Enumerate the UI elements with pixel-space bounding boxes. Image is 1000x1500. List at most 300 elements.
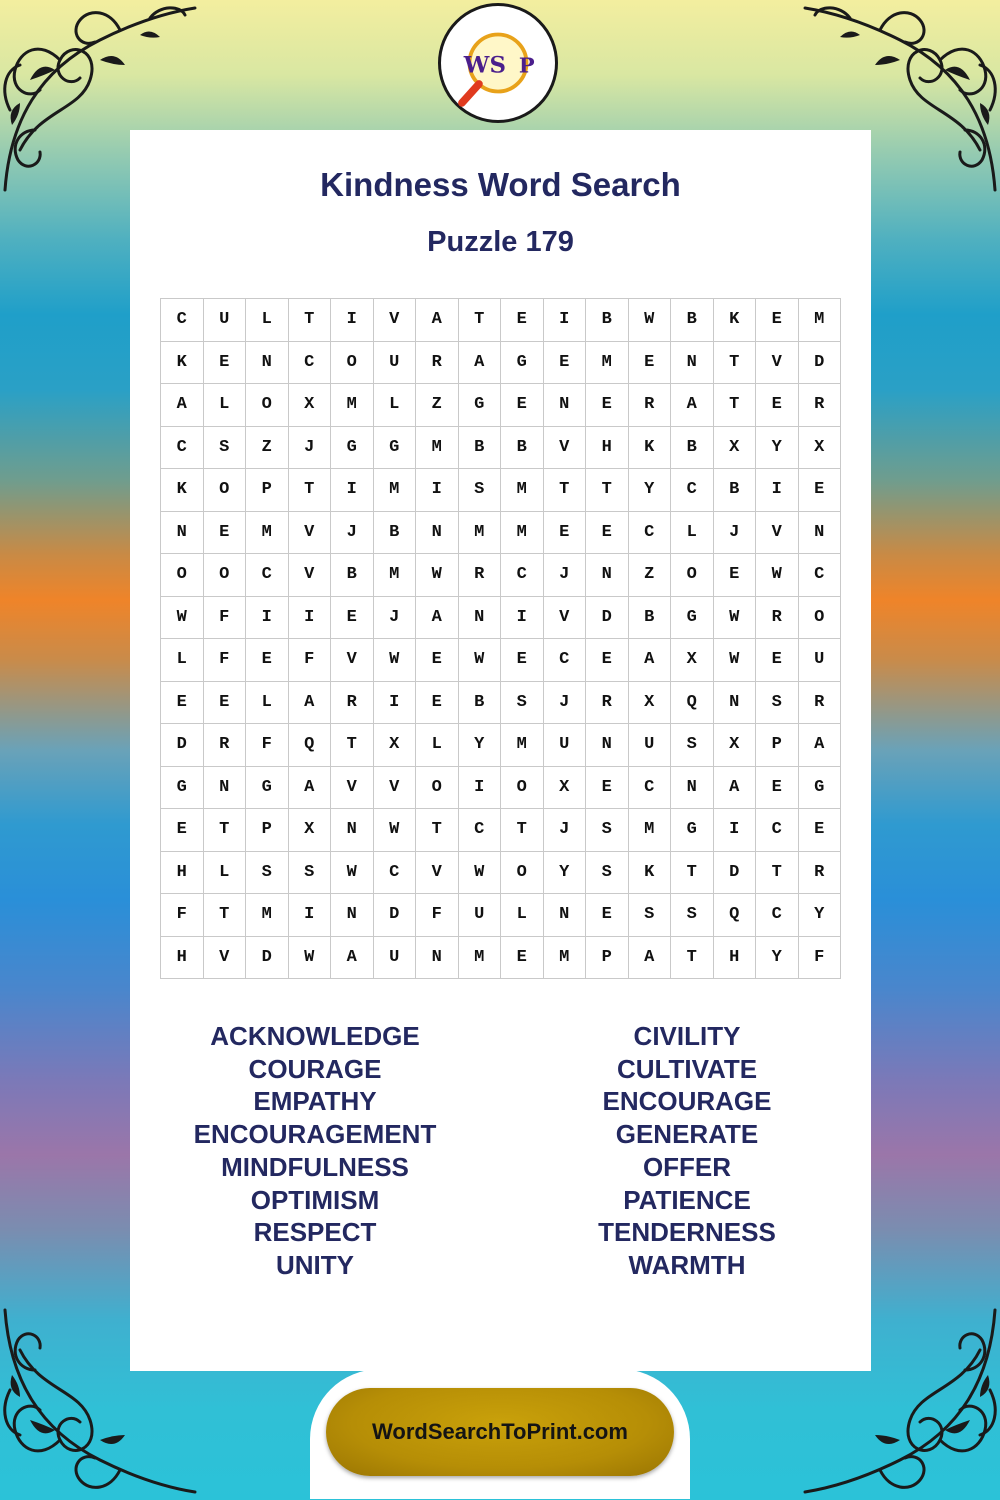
word-list-item: MINDFULNESS [221, 1151, 409, 1182]
grid-cell[interactable]: C [628, 766, 671, 809]
grid-cell[interactable]: I [501, 596, 544, 639]
grid-cell[interactable]: L [373, 384, 416, 427]
word-list-item: PATIENCE [623, 1184, 751, 1215]
grid-row [161, 341, 841, 384]
grid-cell[interactable]: B [628, 596, 671, 639]
grid-cell[interactable]: W [628, 299, 671, 342]
grid-cell[interactable]: Z [246, 426, 289, 469]
word-list-item: TENDERNESS [598, 1217, 776, 1248]
grid-cell[interactable]: Y [798, 894, 841, 937]
grid-cell[interactable]: N [798, 511, 841, 554]
grid-cell[interactable]: Q [288, 724, 331, 767]
grid-cell[interactable]: O [798, 596, 841, 639]
grid-cell[interactable]: S [246, 851, 289, 894]
grid-cell[interactable]: M [373, 469, 416, 512]
grid-cell[interactable]: D [246, 936, 289, 979]
grid-cell[interactable]: A [331, 936, 374, 979]
grid-cell[interactable]: T [416, 809, 459, 852]
grid-cell[interactable]: S [203, 426, 246, 469]
grid-cell[interactable]: X [543, 766, 586, 809]
grid-row [161, 809, 841, 852]
grid-cell[interactable]: B [671, 426, 714, 469]
grid-cell[interactable]: N [203, 766, 246, 809]
word-list-item: OPTIMISM [250, 1184, 380, 1215]
grid-row [161, 511, 841, 554]
grid-cell[interactable]: C [628, 511, 671, 554]
grid-cell[interactable]: O [331, 341, 374, 384]
grid-cell[interactable]: E [756, 384, 799, 427]
grid-cell[interactable]: S [501, 681, 544, 724]
grid-cell[interactable]: C [373, 851, 416, 894]
grid-cell[interactable]: M [501, 724, 544, 767]
grid-cell[interactable]: T [331, 724, 374, 767]
grid-cell[interactable]: X [798, 426, 841, 469]
grid-cell[interactable]: N [416, 511, 459, 554]
grid-cell[interactable]: T [203, 894, 246, 937]
logo-letter-w: W [463, 52, 490, 79]
grid-cell[interactable]: M [501, 511, 544, 554]
grid-cell[interactable]: L [246, 299, 289, 342]
grid-cell[interactable]: C [161, 426, 204, 469]
grid-cell[interactable]: N [416, 936, 459, 979]
grid-cell[interactable]: M [586, 341, 629, 384]
grid-cell[interactable]: P [246, 809, 289, 852]
grid-cell[interactable]: Q [713, 894, 756, 937]
grid-cell[interactable]: A [671, 384, 714, 427]
grid-cell[interactable]: H [713, 936, 756, 979]
grid-cell[interactable]: A [458, 341, 501, 384]
grid-cell[interactable]: A [161, 384, 204, 427]
grid-cell[interactable]: G [501, 341, 544, 384]
grid-cell[interactable]: A [628, 936, 671, 979]
grid-cell[interactable]: A [416, 299, 459, 342]
grid-cell[interactable]: L [671, 511, 714, 554]
grid-cell[interactable]: I [756, 469, 799, 512]
grid-cell[interactable]: T [203, 809, 246, 852]
grid-row [161, 426, 841, 469]
grid-cell[interactable]: E [756, 766, 799, 809]
word-list-left [130, 1020, 500, 1282]
grid-cell[interactable]: T [543, 469, 586, 512]
grid-cell[interactable]: W [161, 596, 204, 639]
grid-cell[interactable]: W [713, 639, 756, 682]
grid-cell[interactable]: A [628, 639, 671, 682]
grid-cell[interactable]: V [331, 766, 374, 809]
grid-cell[interactable]: S [458, 469, 501, 512]
grid-cell[interactable]: F [161, 894, 204, 937]
grid-cell[interactable]: U [543, 724, 586, 767]
grid-cell[interactable]: U [798, 639, 841, 682]
grid-cell[interactable]: R [586, 681, 629, 724]
grid-cell[interactable]: V [756, 341, 799, 384]
grid-cell[interactable]: B [586, 299, 629, 342]
grid-cell[interactable]: X [713, 426, 756, 469]
grid-cell[interactable]: X [713, 724, 756, 767]
puzzle-card [130, 130, 871, 1371]
grid-cell[interactable]: C [161, 299, 204, 342]
grid-cell[interactable]: N [671, 341, 714, 384]
grid-cell[interactable]: S [288, 851, 331, 894]
grid-row [161, 639, 841, 682]
grid-cell[interactable]: C [246, 554, 289, 597]
grid-cell[interactable]: E [501, 384, 544, 427]
grid-cell[interactable]: U [373, 341, 416, 384]
logo-letter-s: S [489, 52, 506, 79]
grid-cell[interactable]: V [756, 511, 799, 554]
grid-row [161, 299, 841, 342]
grid-cell[interactable]: X [288, 809, 331, 852]
grid-cell[interactable]: W [713, 596, 756, 639]
grid-cell[interactable]: B [458, 426, 501, 469]
grid-cell[interactable]: C [543, 639, 586, 682]
word-list-item: GENERATE [615, 1119, 759, 1150]
grid-cell[interactable]: F [203, 639, 246, 682]
grid-cell[interactable]: I [543, 299, 586, 342]
grid-cell[interactable]: H [586, 426, 629, 469]
grid-cell[interactable]: E [161, 681, 204, 724]
grid-cell[interactable]: E [203, 681, 246, 724]
grid-cell[interactable]: T [288, 299, 331, 342]
grid-cell[interactable]: I [288, 596, 331, 639]
grid-cell[interactable]: A [416, 596, 459, 639]
grid-cell[interactable]: G [373, 426, 416, 469]
grid-cell[interactable]: H [161, 936, 204, 979]
grid-cell[interactable]: O [671, 554, 714, 597]
grid-cell[interactable]: D [161, 724, 204, 767]
grid-row [161, 766, 841, 809]
grid-row [161, 681, 841, 724]
grid-cell[interactable]: N [586, 724, 629, 767]
grid-cell[interactable]: V [203, 936, 246, 979]
grid-cell[interactable]: W [458, 639, 501, 682]
grid-cell[interactable]: A [713, 766, 756, 809]
grid-cell[interactable]: C [671, 469, 714, 512]
grid-cell[interactable]: V [288, 554, 331, 597]
grid-cell[interactable]: Y [543, 851, 586, 894]
grid-cell[interactable]: S [671, 894, 714, 937]
grid-cell[interactable]: E [756, 299, 799, 342]
grid-cell[interactable]: I [246, 596, 289, 639]
grid-cell[interactable]: V [543, 426, 586, 469]
grid-cell[interactable]: J [331, 511, 374, 554]
logo-letter-p: P [518, 52, 535, 78]
grid-cell[interactable]: V [288, 511, 331, 554]
grid-cell[interactable]: R [331, 681, 374, 724]
grid-cell[interactable]: T [586, 469, 629, 512]
grid-cell[interactable]: E [416, 681, 459, 724]
grid-cell[interactable]: B [713, 469, 756, 512]
grid-cell[interactable]: L [501, 894, 544, 937]
grid-cell[interactable]: A [288, 681, 331, 724]
grid-cell[interactable]: U [373, 936, 416, 979]
grid-cell[interactable]: Y [756, 426, 799, 469]
word-list-item: ACKNOWLEDGE [210, 1021, 420, 1051]
grid-cell[interactable]: E [543, 341, 586, 384]
grid-cell[interactable]: M [331, 384, 374, 427]
grid-cell[interactable]: L [246, 681, 289, 724]
grid-cell[interactable]: N [246, 341, 289, 384]
grid-cell[interactable]: W [288, 936, 331, 979]
grid-cell[interactable]: E [586, 639, 629, 682]
grid-cell[interactable]: K [161, 341, 204, 384]
grid-cell[interactable]: N [713, 681, 756, 724]
grid-cell[interactable]: T [458, 299, 501, 342]
grid-cell[interactable]: G [458, 384, 501, 427]
grid-cell[interactable]: C [288, 341, 331, 384]
grid-cell[interactable]: K [628, 426, 671, 469]
grid-cell[interactable]: D [713, 851, 756, 894]
grid-cell[interactable]: C [756, 809, 799, 852]
grid-cell[interactable]: S [586, 809, 629, 852]
grid-cell[interactable]: H [161, 851, 204, 894]
grid-cell[interactable]: O [501, 851, 544, 894]
word-list-item: RESPECT [253, 1217, 377, 1248]
grid-cell[interactable]: U [628, 724, 671, 767]
grid-cell[interactable]: K [713, 299, 756, 342]
grid-cell[interactable]: V [543, 596, 586, 639]
word-list-item: ENCOURAGE [602, 1086, 772, 1117]
grid-cell[interactable]: E [586, 894, 629, 937]
grid-cell[interactable]: G [246, 766, 289, 809]
grid-cell[interactable]: W [416, 554, 459, 597]
grid-cell[interactable]: F [416, 894, 459, 937]
grid-cell[interactable]: K [628, 851, 671, 894]
grid-cell[interactable]: B [671, 299, 714, 342]
grid-cell[interactable]: E [586, 511, 629, 554]
grid-cell[interactable]: N [331, 894, 374, 937]
grid-cell[interactable]: M [543, 936, 586, 979]
grid-cell[interactable]: M [246, 894, 289, 937]
grid-cell[interactable]: I [331, 299, 374, 342]
grid-cell[interactable]: R [628, 384, 671, 427]
grid-cell[interactable]: E [416, 639, 459, 682]
grid-cell[interactable]: X [288, 384, 331, 427]
grid-cell[interactable]: L [203, 851, 246, 894]
grid-cell[interactable]: T [288, 469, 331, 512]
grid-cell[interactable]: W [373, 809, 416, 852]
grid-cell[interactable]: M [501, 469, 544, 512]
grid-cell[interactable]: U [203, 299, 246, 342]
grid-cell[interactable]: E [756, 639, 799, 682]
wsp-logo[interactable] [438, 3, 558, 123]
grid-cell[interactable]: D [373, 894, 416, 937]
grid-cell[interactable]: B [501, 426, 544, 469]
grid-cell[interactable]: F [246, 724, 289, 767]
grid-cell[interactable]: C [756, 894, 799, 937]
grid-cell[interactable]: J [373, 596, 416, 639]
grid-cell[interactable]: Z [628, 554, 671, 597]
grid-cell[interactable]: G [671, 596, 714, 639]
grid-cell[interactable]: S [756, 681, 799, 724]
grid-cell[interactable]: U [458, 894, 501, 937]
grid-cell[interactable]: J [543, 681, 586, 724]
grid-cell[interactable]: E [501, 299, 544, 342]
word-list-item: EMPATHY [253, 1086, 377, 1117]
grid-cell[interactable]: Z [416, 384, 459, 427]
grid-cell[interactable]: E [586, 384, 629, 427]
grid-row [161, 936, 841, 979]
grid-cell[interactable]: C [501, 554, 544, 597]
grid-cell[interactable]: R [798, 384, 841, 427]
word-list-item: UNITY [276, 1249, 354, 1280]
grid-cell[interactable]: W [331, 851, 374, 894]
grid-cell[interactable]: Q [671, 681, 714, 724]
wsp-logo-magnifier-icon [441, 6, 555, 120]
grid-cell[interactable]: R [203, 724, 246, 767]
grid-cell[interactable]: V [331, 639, 374, 682]
grid-cell[interactable]: G [798, 766, 841, 809]
grid-cell[interactable]: W [373, 639, 416, 682]
grid-cell[interactable]: K [161, 469, 204, 512]
grid-cell[interactable]: T [671, 936, 714, 979]
grid-cell[interactable]: B [458, 681, 501, 724]
grid-cell[interactable]: E [543, 511, 586, 554]
grid-row [161, 596, 841, 639]
grid-cell[interactable]: N [543, 894, 586, 937]
grid-cell[interactable]: S [671, 724, 714, 767]
grid-cell[interactable]: M [246, 511, 289, 554]
grid-cell[interactable]: T [756, 851, 799, 894]
word-list-item: ENCOURAGEMENT [193, 1119, 437, 1150]
grid-cell[interactable]: O [501, 766, 544, 809]
grid-cell[interactable]: F [203, 596, 246, 639]
grid-cell[interactable]: W [756, 554, 799, 597]
grid-cell[interactable]: J [713, 511, 756, 554]
grid-cell[interactable]: O [161, 554, 204, 597]
word-list-item: WARMTH [628, 1249, 746, 1280]
grid-cell[interactable]: A [798, 724, 841, 767]
website-link-label: WordSearchToPrint.com [372, 1419, 628, 1444]
page-title: Kindness Word Search [320, 166, 681, 203]
grid-cell[interactable]: P [756, 724, 799, 767]
grid-cell[interactable]: T [671, 851, 714, 894]
grid-cell[interactable]: P [586, 936, 629, 979]
grid-row [161, 851, 841, 894]
grid-cell[interactable]: M [416, 426, 459, 469]
grid-cell[interactable]: L [161, 639, 204, 682]
word-list-item: CULTIVATE [616, 1053, 758, 1084]
grid-row [161, 554, 841, 597]
word-list-item: OFFER [642, 1151, 732, 1182]
grid-cell[interactable]: J [543, 554, 586, 597]
grid-cell[interactable]: L [203, 384, 246, 427]
grid-cell[interactable]: Y [628, 469, 671, 512]
grid-cell[interactable]: O [203, 469, 246, 512]
grid-cell[interactable]: E [713, 554, 756, 597]
grid-cell[interactable]: E [331, 596, 374, 639]
grid-cell[interactable]: O [416, 766, 459, 809]
grid-cell[interactable]: E [798, 469, 841, 512]
grid-row [161, 894, 841, 937]
grid-cell[interactable]: M [458, 511, 501, 554]
grid-cell[interactable]: E [501, 639, 544, 682]
grid-cell[interactable]: R [756, 596, 799, 639]
word-list-right [502, 1020, 872, 1282]
grid-cell[interactable]: R [798, 681, 841, 724]
grid-cell[interactable]: V [373, 766, 416, 809]
grid-cell[interactable]: X [373, 724, 416, 767]
grid-cell[interactable]: E [798, 809, 841, 852]
grid-cell[interactable]: G [161, 766, 204, 809]
grid-cell[interactable]: N [331, 809, 374, 852]
grid-cell[interactable]: M [628, 809, 671, 852]
grid-cell[interactable]: L [416, 724, 459, 767]
grid-cell[interactable]: T [713, 384, 756, 427]
grid-cell[interactable]: N [161, 511, 204, 554]
grid-cell[interactable]: X [671, 639, 714, 682]
grid-cell[interactable]: M [373, 554, 416, 597]
grid-cell[interactable]: D [586, 596, 629, 639]
grid-cell[interactable]: E [586, 766, 629, 809]
grid-cell[interactable]: D [798, 341, 841, 384]
letter-grid [160, 298, 841, 979]
grid-cell[interactable]: T [713, 341, 756, 384]
grid-cell[interactable]: J [288, 426, 331, 469]
grid-cell[interactable]: E [628, 341, 671, 384]
grid-cell[interactable]: O [203, 554, 246, 597]
grid-cell[interactable]: N [586, 554, 629, 597]
grid-cell[interactable]: N [671, 766, 714, 809]
grid-cell[interactable]: Y [458, 724, 501, 767]
grid-cell[interactable]: I [458, 766, 501, 809]
grid-cell[interactable]: X [628, 681, 671, 724]
grid-cell[interactable]: J [543, 809, 586, 852]
grid-cell[interactable]: S [586, 851, 629, 894]
grid-cell[interactable]: E [246, 639, 289, 682]
grid-cell[interactable]: I [288, 894, 331, 937]
grid-cell[interactable]: N [543, 384, 586, 427]
grid-cell[interactable]: A [288, 766, 331, 809]
puzzle-number: Puzzle 179 [427, 226, 574, 258]
grid-cell[interactable]: C [798, 554, 841, 597]
grid-cell[interactable]: E [501, 936, 544, 979]
grid-cell[interactable]: G [671, 809, 714, 852]
grid-cell[interactable]: O [246, 384, 289, 427]
grid-cell[interactable]: M [798, 299, 841, 342]
word-list-item: COURAGE [248, 1053, 382, 1084]
grid-cell[interactable]: B [331, 554, 374, 597]
grid-cell[interactable]: I [416, 469, 459, 512]
grid-cell[interactable]: C [458, 809, 501, 852]
grid-cell[interactable]: I [713, 809, 756, 852]
grid-cell[interactable]: S [628, 894, 671, 937]
grid-row [161, 724, 841, 767]
grid-cell[interactable]: N [458, 596, 501, 639]
grid-cell[interactable]: R [458, 554, 501, 597]
grid-cell[interactable]: E [203, 511, 246, 554]
grid-cell[interactable]: E [161, 809, 204, 852]
grid-cell[interactable]: V [416, 851, 459, 894]
grid-cell[interactable]: P [246, 469, 289, 512]
website-link-button[interactable] [326, 1388, 674, 1476]
grid-cell[interactable]: E [203, 341, 246, 384]
grid-cell[interactable]: R [416, 341, 459, 384]
grid-cell[interactable]: I [331, 469, 374, 512]
grid-cell[interactable]: G [331, 426, 374, 469]
grid-cell[interactable]: I [373, 681, 416, 724]
grid-cell[interactable]: W [458, 851, 501, 894]
grid-row [161, 469, 841, 512]
grid-cell[interactable]: F [798, 936, 841, 979]
grid-cell[interactable]: V [373, 299, 416, 342]
grid-cell[interactable]: B [373, 511, 416, 554]
word-list-item: CIVILITY [633, 1021, 741, 1051]
grid-cell[interactable]: M [458, 936, 501, 979]
grid-cell[interactable]: R [798, 851, 841, 894]
grid-cell[interactable]: Y [756, 936, 799, 979]
grid-cell[interactable]: F [288, 639, 331, 682]
grid-cell[interactable]: T [501, 809, 544, 852]
